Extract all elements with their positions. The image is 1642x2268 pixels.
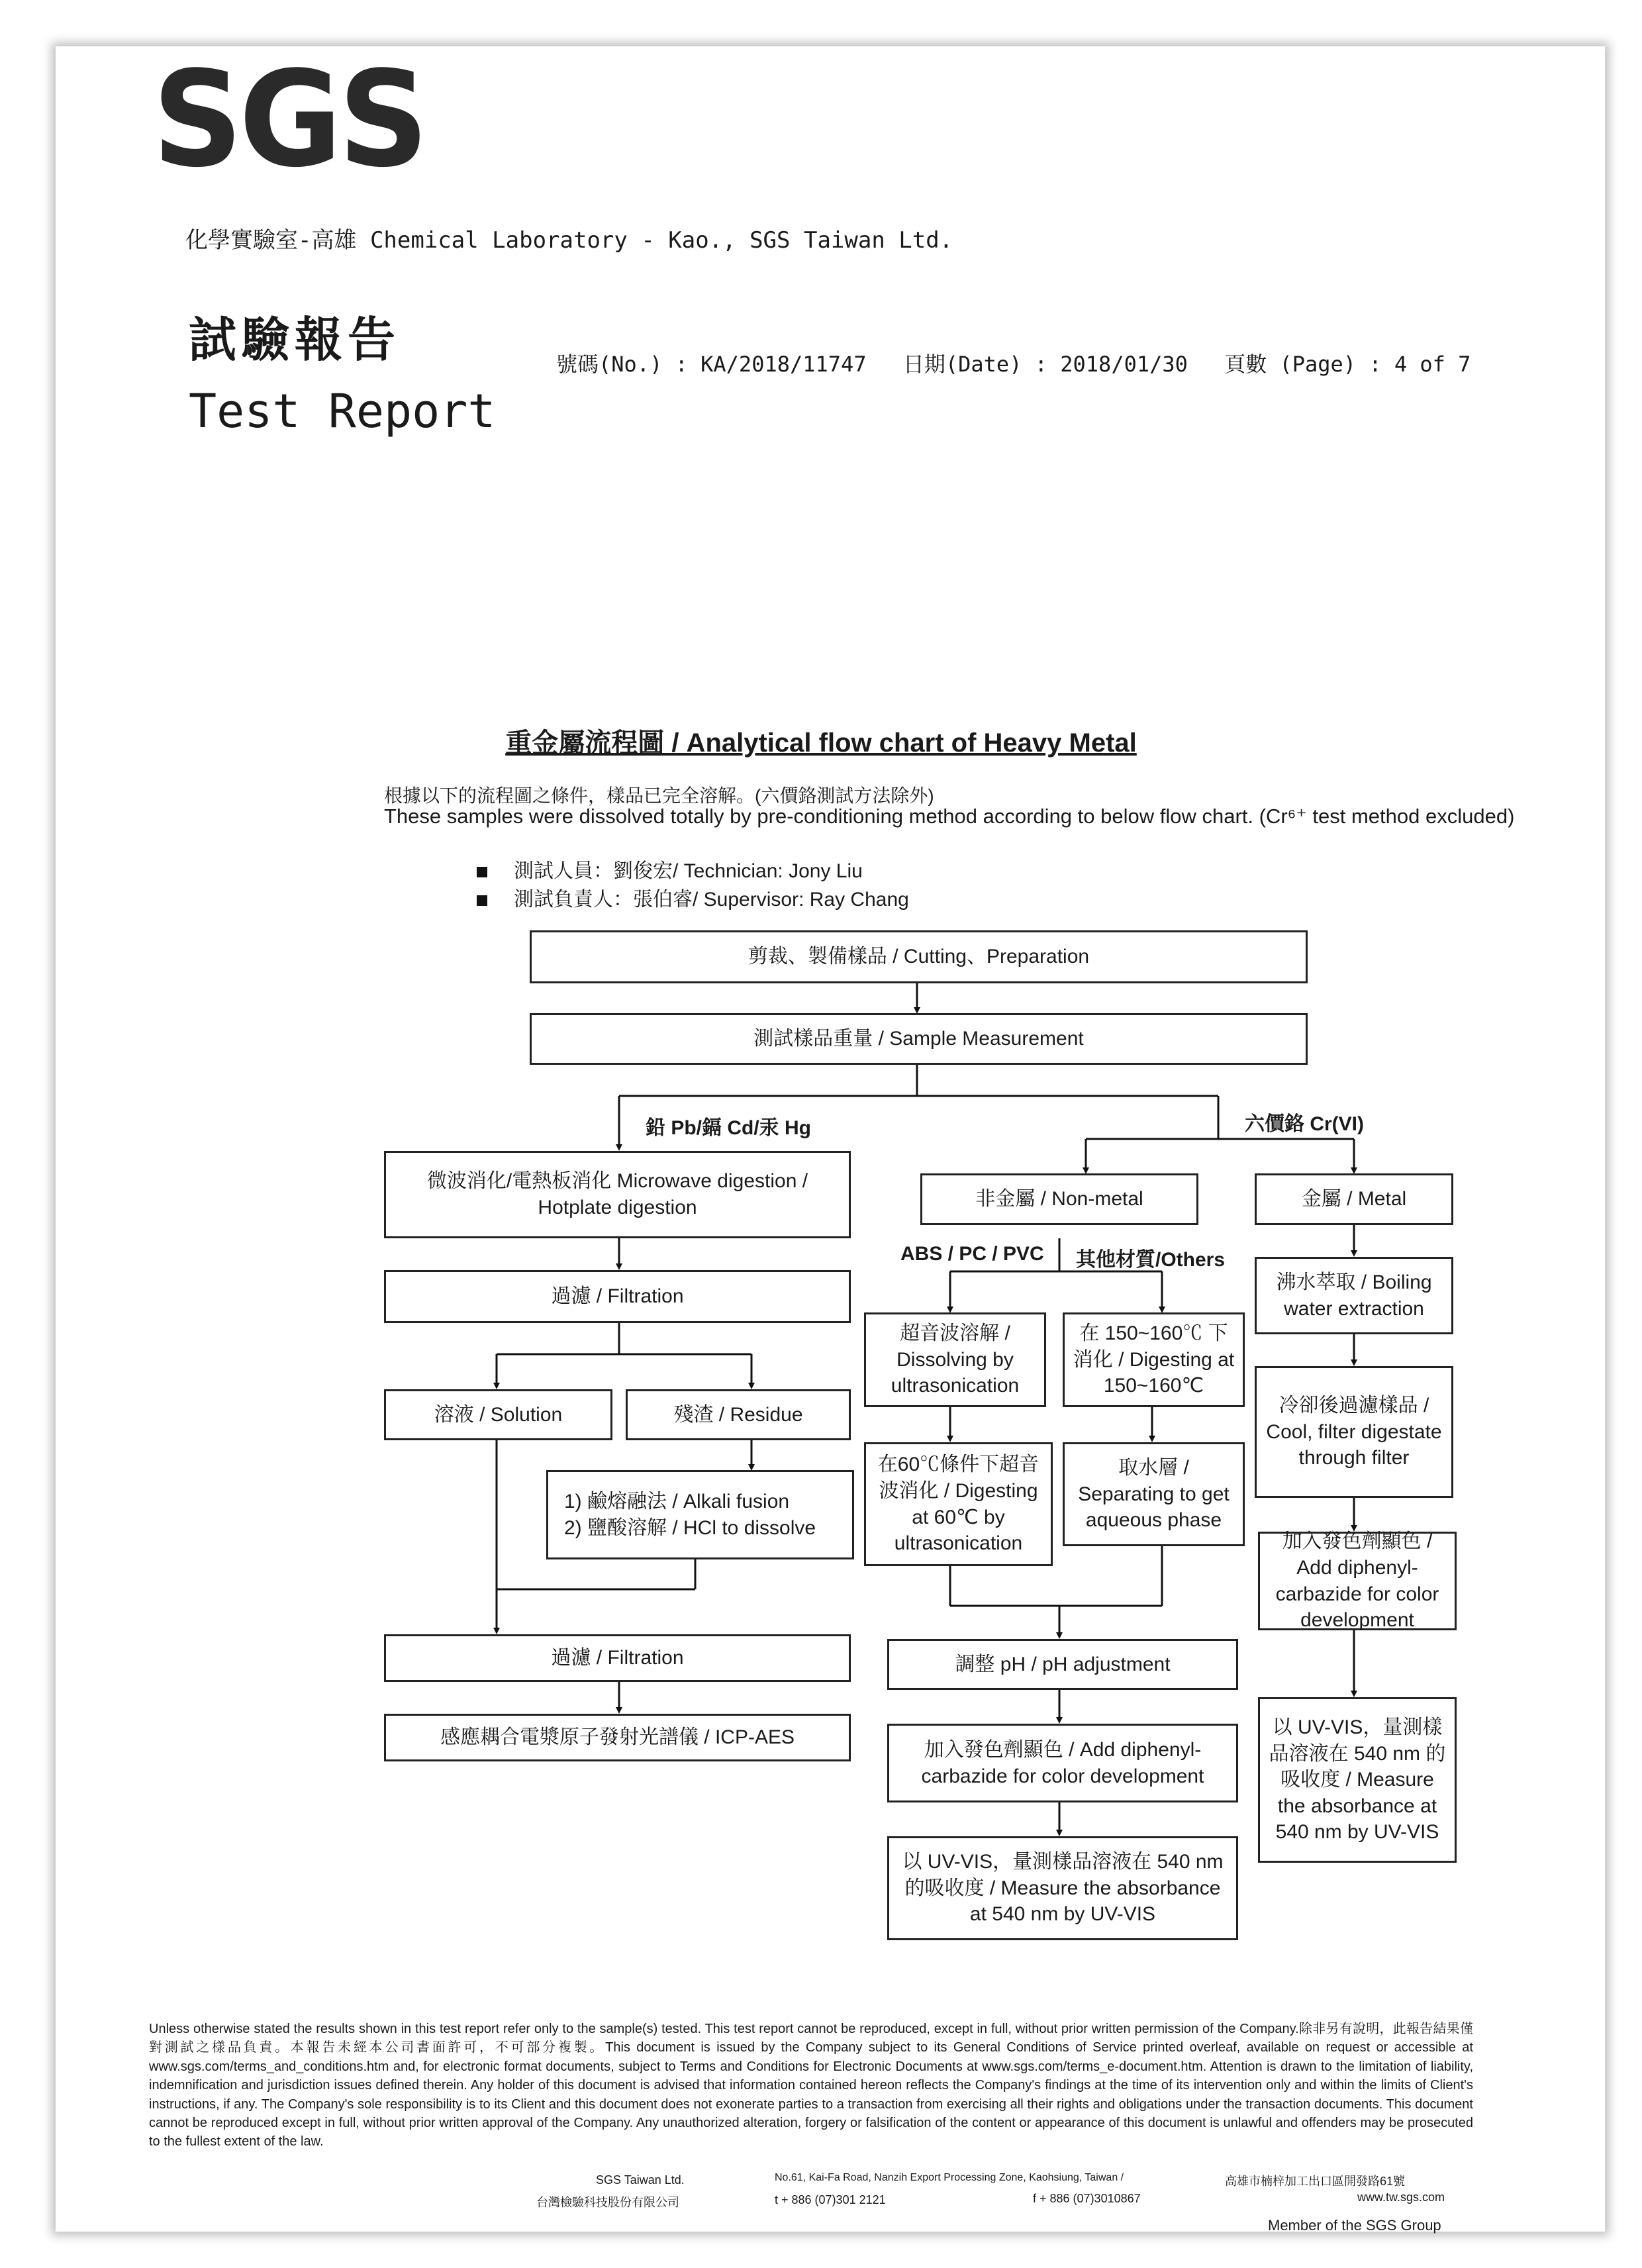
step-cool-filter: 冷卻後過濾樣品 / Cool, filter digestate through filter xyxy=(1255,1366,1453,1498)
step-sample-measurement: 測試樣品重量 / Sample Measurement xyxy=(530,1013,1308,1065)
step-cutting: 剪裁、製備樣品 / Cutting、Preparation xyxy=(530,930,1308,983)
footer-web: www.tw.sgs.com xyxy=(1357,2191,1445,2204)
step-non-metal: 非金屬 / Non-metal xyxy=(920,1173,1198,1225)
branch-cr-vi: 六價鉻 Cr(VI) xyxy=(1245,1113,1364,1135)
supervisor-text: 測試負責人：張伯睿/ Supervisor: Ray Chang xyxy=(514,889,909,911)
step-hcl-dissolve: 2) 鹽酸溶解 / HCl to dissolve xyxy=(564,1516,816,1539)
step-solution: 溶液 / Solution xyxy=(384,1389,612,1440)
step-uv-vis-mid: 以 UV-VIS，量測樣品溶液在 540 nm 的吸收度 / Measure the absorbance at 540 nm by UV-VIS xyxy=(887,1836,1238,1940)
report-date: 日期(Date) : 2018/01/30 xyxy=(902,352,1188,377)
step-filtration-2: 過濾 / Filtration xyxy=(384,1634,851,1682)
page-number: 頁數 (Page) : 4 of 7 xyxy=(1224,352,1471,377)
step-digest-150: 在 150~160℃ 下消化 / Digesting at 150~160℃ xyxy=(1063,1312,1245,1407)
step-ph-adjustment: 調整 pH / pH adjustment xyxy=(887,1639,1238,1690)
step-alkali-fusion: 1) 鹼熔融法 / Alkali fusion xyxy=(564,1490,790,1512)
flowchart-title: 重金屬流程圖 / Analytical flow chart of Heavy Metal xyxy=(505,728,1137,758)
step-aqueous-phase: 取水層 / Separating to get aqueous phase xyxy=(1063,1442,1245,1546)
step-ultrasonic-dissolve: 超音波溶解 / Dissolving by ultrasonication xyxy=(864,1312,1046,1407)
branch-pb-cd-hg: 鉛 Pb/鎘 Cd/汞 Hg xyxy=(646,1117,811,1139)
step-icp-aes: 感應耦合電漿原子發射光譜儀 / ICP-AES xyxy=(384,1714,851,1761)
step-fusion-dissolve xyxy=(546,1470,854,1559)
step-digest-60: 在60℃條件下超音波消化 / Digesting at 60℃ by ultrasonication xyxy=(864,1442,1053,1566)
report-title-en: Test Report xyxy=(189,384,496,438)
step-residue: 殘渣 / Residue xyxy=(626,1389,851,1440)
step-metal: 金屬 / Metal xyxy=(1255,1173,1453,1225)
sgs-logo: SGS xyxy=(152,42,425,197)
footer-address: No.61, Kai-Fa Road, Nanzih Export Processing Zone, Kaohsiung, Taiwan / xyxy=(775,2172,1124,2183)
technician-text: 測試人員：劉俊宏/ Technician: Jony Liu xyxy=(514,860,863,882)
disclaimer: Unless otherwise stated the results shown in this test report refer only to the sample(s) tested. This test report cannot be reproduced, except in full, without prior written permission of the Company.除非另有說明，此報告結果僅對測試之樣品負責。本報告未經本公司書面許可，不可部分複製。This document is issued by the Company subject to its General Conditions of Service printed overleaf, available on request or accessible at www.sgs.com/terms_and_conditions.htm and, for electronic format documents, subject to Terms and Conditions for Electronic Documents at www.sgs.com/terms_e-document.htm. Attention is drawn to the limitation of liability, indemnification and jurisdiction issues defined therein. Any holder of this document is advised that information contained hereon reflects the Company's findings at the time of its intervention only and within the limits of Client's instructions, if any. The Company's sole responsibility is to its Client and this document does not exonerate parties to a transaction from exercising all their rights and obligations under the transaction documents. This document cannot be reproduced except in full, without prior written approval of the Company. Any unauthorized alteration, forgery or falsification of the content or appearance of this document is unlawful and offenders may be prosecuted to the fullest extent of the law. xyxy=(149,2022,1473,2149)
footer-address-cn: 高雄市楠梓加工出口區開發路61號 xyxy=(1225,2175,1406,2188)
footer-company-cn: 台灣檢驗科技股份有限公司 xyxy=(536,2196,679,2209)
report-title-cn: 試驗報告 xyxy=(189,311,401,368)
step-digestion: 微波消化/電熱板消化 Microwave digestion / Hotplate digestion xyxy=(384,1151,851,1238)
lab-name: 化學實驗室-高雄 Chemical Laboratory - Kao., SGS Taiwan Ltd. xyxy=(185,227,953,254)
label-abs-pc-pvc: ABS / PC / PVC xyxy=(900,1243,1044,1265)
step-add-diphenyl-mid: 加入發色劑顯色 / Add diphenyl-carbazide for color development xyxy=(887,1724,1238,1802)
footer-fax: f + 886 (07)3010867 xyxy=(1033,2192,1141,2205)
footer-tel: t + 886 (07)301 2121 xyxy=(775,2193,886,2206)
footer-company: SGS Taiwan Ltd. xyxy=(596,2173,685,2187)
intro-en: These samples were dissolved totally by pre-conditioning method according to below flow chart. (Cr⁶⁺ test method excluded) xyxy=(384,805,1515,828)
step-add-diphenyl-right: 加入發色劑顯色 / Add diphenyl-carbazide for color development xyxy=(1258,1532,1457,1630)
label-others: 其他材質/Others xyxy=(1076,1249,1226,1271)
intro-cn: 根據以下的流程圖之條件，樣品已完全溶解。(六價鉻測試方法除外) xyxy=(384,785,934,806)
footer-member: Member of the SGS Group xyxy=(1268,2217,1441,2234)
step-uv-vis-right: 以 UV-VIS，量測樣品溶液在 540 nm 的吸收度 / Measure the absorbance at 540 nm by UV-VIS xyxy=(1258,1697,1457,1863)
report-number: 號碼(No.) : KA/2018/11747 xyxy=(556,352,867,377)
step-filtration-1: 過濾 / Filtration xyxy=(384,1270,851,1323)
step-boiling-extraction: 沸水萃取 / Boiling water extraction xyxy=(1255,1257,1453,1334)
